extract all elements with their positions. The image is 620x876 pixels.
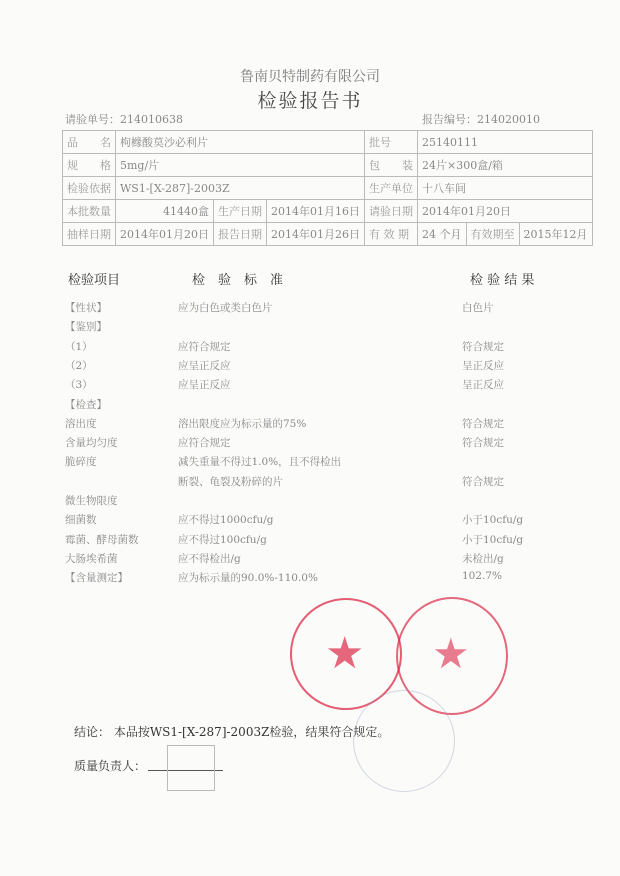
row-item: 含量均匀度 — [65, 437, 118, 450]
test-basis: WS1-[X-287]-2003Z — [116, 177, 365, 200]
row-result: 符合规定 — [462, 340, 504, 353]
row-result: 小于10cfu/g — [462, 533, 524, 546]
qa-label: 质量负责人： — [74, 759, 147, 773]
label: 本批数量 — [63, 200, 116, 223]
row-item: 微生物限度 — [65, 495, 118, 507]
label: 规 格 — [63, 154, 116, 177]
row-item: 【含量测定】 — [65, 572, 128, 585]
label: 包 装 — [365, 154, 418, 177]
product-info-table — [62, 130, 593, 246]
label: 报告日期 — [214, 223, 267, 246]
row-result: 白色片 — [462, 302, 494, 314]
row-standard: 断裂、龟裂及粉碎的片 — [178, 475, 283, 488]
label: 有 效 期 — [365, 223, 418, 246]
signature-stamp — [167, 745, 215, 791]
specification: 5mg/片 — [116, 154, 365, 177]
row-result: 符合规定 — [462, 437, 504, 450]
request-number: 请验单号：214010638 — [65, 113, 183, 126]
row-result: 符合规定 — [462, 475, 504, 488]
row-standard: 应符合规定 — [178, 340, 231, 353]
label: 检验依据 — [63, 177, 116, 200]
row-item: 霉菌、酵母菌数 — [65, 533, 139, 546]
column-header-item: 检验项目 — [68, 273, 121, 288]
expiry-date: 2015年12月 — [519, 223, 592, 246]
packaging: 24片×300盒/箱 — [418, 154, 593, 177]
row-standard: 应为白色或类白色片 — [178, 302, 273, 314]
row-standard: 应呈正反应 — [178, 359, 231, 372]
row-item: 【鉴别】 — [65, 321, 107, 334]
label: 请验日期 — [365, 200, 418, 223]
row-item: 细菌数 — [65, 514, 97, 527]
company-name: 鲁南贝特制药有限公司 — [240, 69, 380, 85]
production-unit: 十八车间 — [418, 177, 593, 200]
row-item: （3） — [65, 379, 93, 392]
row-item: （1） — [65, 340, 93, 353]
row-item: 大肠埃希菌 — [65, 552, 118, 565]
star-icon: ★ — [432, 629, 470, 678]
label: 批号 — [365, 131, 418, 154]
column-header-result: 检 验 结 果 — [470, 273, 535, 288]
row-standard: 应呈正反应 — [178, 379, 231, 392]
row-result: 小于10cfu/g — [462, 514, 524, 527]
row-standard: 应不得检出/g — [178, 552, 241, 565]
row-item: 脆碎度 — [65, 456, 97, 469]
row-item: 【检查】 — [65, 398, 107, 411]
label: 有效期至 — [466, 223, 519, 246]
row-result: 未检出/g — [462, 552, 504, 565]
row-result: 符合规定 — [462, 417, 504, 430]
row-result: 呈正反应 — [462, 379, 504, 392]
star-icon: ★ — [325, 628, 365, 679]
column-header-standard: 检 验 标 准 — [192, 273, 284, 288]
sampling-date: 2014年01月20日 — [116, 223, 214, 246]
row-item: 【性状】 — [65, 302, 107, 314]
report-number: 报告编号：214020010 — [422, 113, 540, 126]
faded-seal — [353, 690, 455, 792]
row-standard: 应不得过1000cfu/g — [178, 514, 274, 527]
batch-quantity: 41440盒 — [116, 200, 214, 223]
production-date: 2014年01月16日 — [267, 200, 365, 223]
label: 品 名 — [63, 131, 116, 154]
conclusion: 结论： 本品按WS1-[X-287]-2003Z检验，结果符合规定。 — [74, 725, 390, 739]
row-standard: 溶出限度应为标示量的75% — [178, 417, 307, 430]
report-date: 2014年01月26日 — [267, 223, 365, 246]
validity-period: 24 个月 — [418, 223, 467, 246]
label: 生产日期 — [214, 200, 267, 223]
product-name: 枸橼酸莫沙必利片 — [116, 131, 365, 154]
row-standard: 应不得过100cfu/g — [178, 533, 267, 546]
row-item: 溶出度 — [65, 417, 97, 430]
batch-number: 25140111 — [418, 131, 593, 154]
row-standard: 减失重量不得过1.0%，且不得检出 — [178, 456, 342, 469]
row-standard: 应符合规定 — [178, 437, 231, 450]
label: 抽样日期 — [63, 223, 116, 246]
row-result: 呈正反应 — [462, 359, 504, 372]
label: 生产单位 — [365, 177, 418, 200]
report-title: 检验报告书 — [257, 90, 363, 112]
row-item: （2） — [65, 359, 93, 372]
row-result: 102.7% — [462, 570, 503, 583]
request-date: 2014年01月20日 — [418, 200, 593, 223]
row-standard: 应为标示量的90.0%-110.0% — [178, 572, 318, 585]
